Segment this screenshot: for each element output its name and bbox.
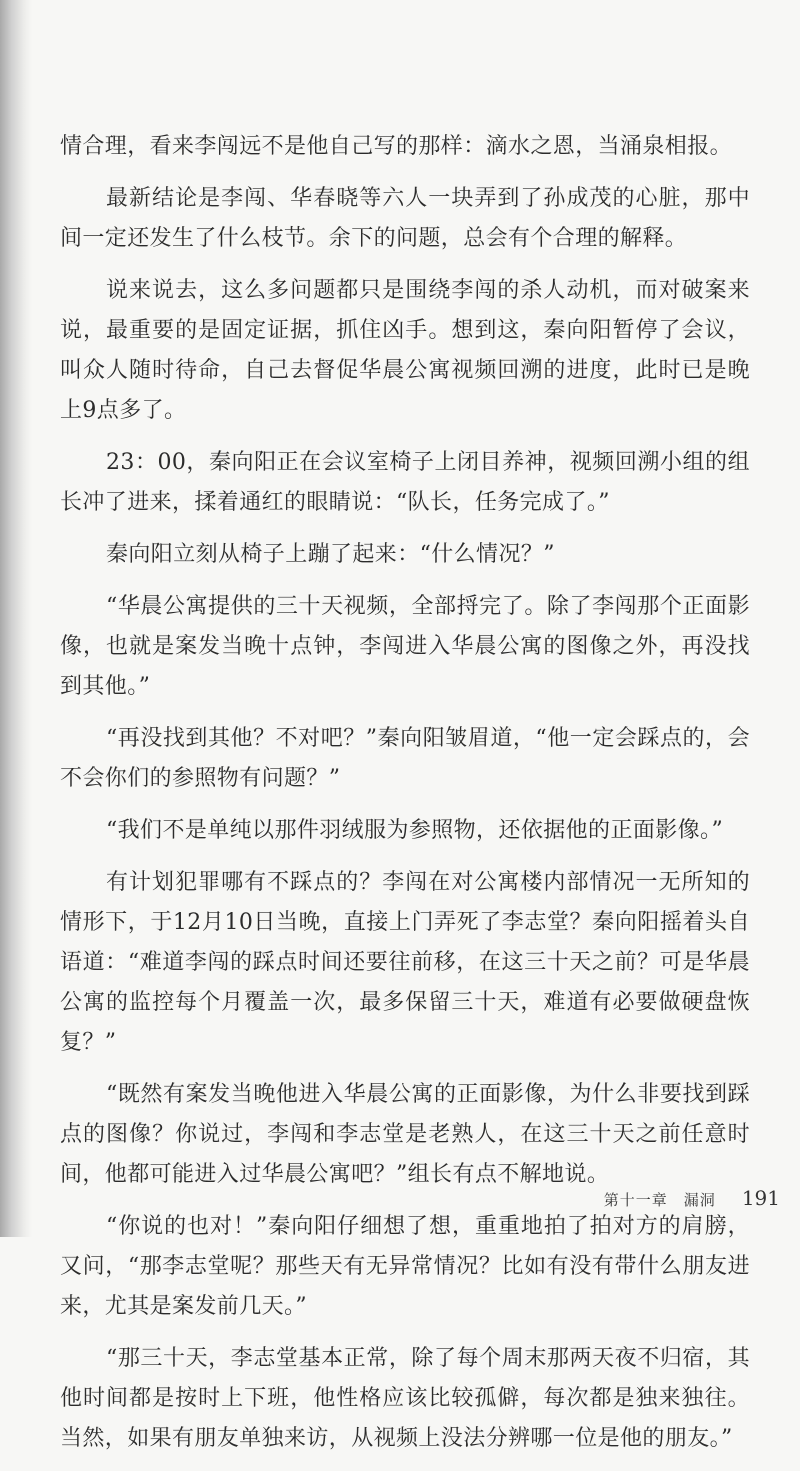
running-footer <box>560 1186 780 1210</box>
paragraph: “那三十天，李志堂基本正常，除了每个周末那两天夜不归宿，其他时间都是按时上下班，他性格应该比较孤僻，每次都是独来独往。当然，如果有朋友单独来访，从视频上没法分辨哪一位是他的朋友。” <box>60 1346 750 1451</box>
paragraph: “华晨公寓提供的三十天视频，全部捋完了。除了李闯那个正面影像，也就是案发当晚十点钟，李闯进入华晨公寓的图像之外，再没找到其他。” <box>60 594 750 699</box>
paragraph: 最新结论是李闯、华春晓等六人一块弄到了孙成茂的心脏，那中间一定还发生了什么枝节。余下的问题，总会有个合理的解释。 <box>60 186 750 251</box>
paragraph: “我们不是单纯以那件羽绒服为参照物，还依据他的正面影像。” <box>106 818 724 843</box>
page-number: 191 <box>741 1186 780 1210</box>
paragraph: 23：00，秦向阳正在会议室椅子上闭目养神，视频回溯小组的组长冲了进来，揉着通红的眼睛说：“队长，任务完成了。” <box>60 450 750 515</box>
paragraph: 说来说去，这么多问题都只是围绕李闯的杀人动机，而对破案来说，最重要的是固定证据，抓住凶手。想到这，秦向阳暂停了会议，叫众人随时待命，自己去督促华晨公寓视频回溯的进度，此时已是晚上9点多了。 <box>60 278 750 423</box>
binding-shadow <box>0 0 32 1237</box>
chapter-title: 第十一章 漏洞 <box>603 1191 716 1209</box>
paragraph: 秦向阳立刻从椅子上蹦了起来：“什么情况？” <box>106 542 555 567</box>
page-body <box>60 127 750 1471</box>
paragraph: “再没找到其他？不对吧？”秦向阳皱眉道，“他一定会踩点的，会不会你们的参照物有问题？” <box>60 726 750 791</box>
paragraph: 有计划犯罪哪有不踩点的？李闯在对公寓楼内部情况一无所知的情形下，于12月10日当晚，直接上门弄死了李志堂？秦向阳摇着头自语道：“难道李闯的踩点时间还要往前移，在这三十天之前？可是华晨公寓的监控每个月覆盖一次，最多保留三十天，难道有必要做硬盘恢复？” <box>60 870 750 1055</box>
paragraph: 情合理，看来李闯远不是他自己写的那样：滴水之恩，当涌泉相报。 <box>60 134 733 159</box>
paragraph: “你说的也对！”秦向阳仔细想了想，重重地拍了拍对方的肩膀，又问，“那李志堂呢？那些天有无异常情况？比如有没有带什么朋友进来，尤其是案发前几天。” <box>60 1214 750 1319</box>
paragraph: “既然有案发当晚他进入华晨公寓的正面影像，为什么非要找到踩点的图像？你说过，李闯和李志堂是老熟人，在这三十天之前任意时间，他都可能进入过华晨公寓吧？”组长有点不解地说。 <box>60 1082 750 1187</box>
